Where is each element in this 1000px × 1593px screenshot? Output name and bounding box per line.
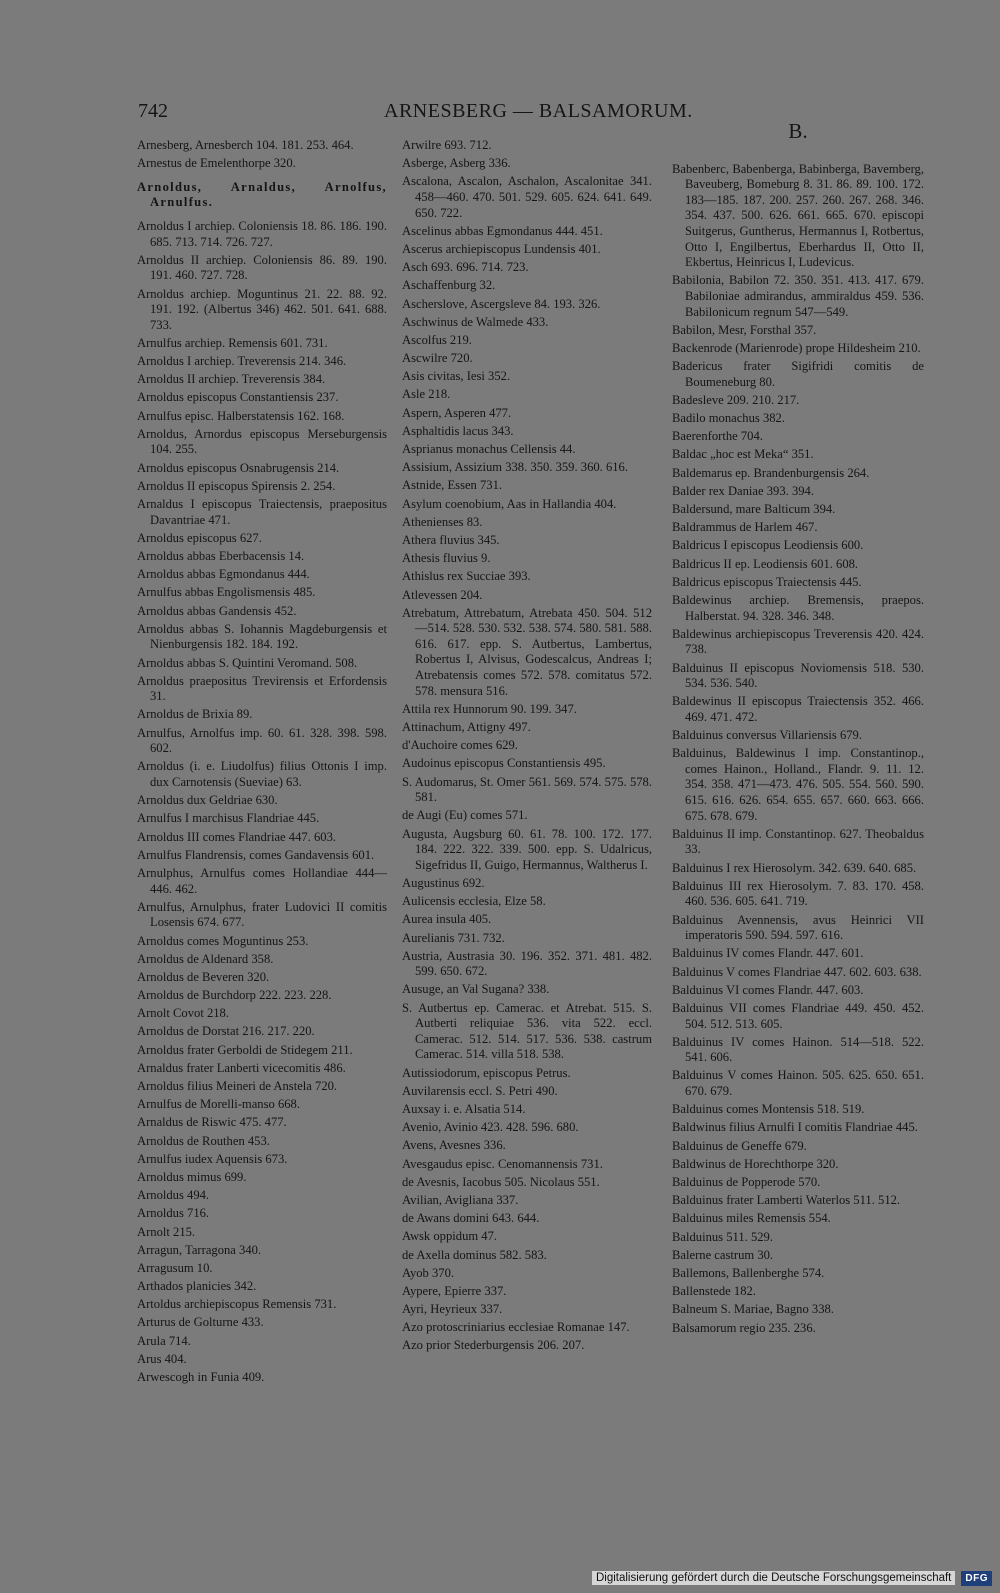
index-entry: Babilon, Mesr, Forsthal 357. bbox=[672, 322, 817, 337]
index-entry: Ascherslove, Ascergsleve 84. 193. 326. bbox=[402, 296, 601, 311]
index-column-3 bbox=[672, 119, 924, 1339]
index-entry: Arwilre 693. 712. bbox=[402, 138, 492, 152]
index-entry: Balerne castrum 30. bbox=[672, 1247, 774, 1262]
index-entry: Artoldus archiepiscopus Remensis 731. bbox=[137, 1297, 337, 1312]
index-entry: Arturus de Golturne 433. bbox=[137, 1315, 264, 1330]
index-entry: Aulicensis ecclesia, Elze 58. bbox=[402, 894, 546, 909]
index-entry: Arnoldus filius Meineri de Anstela 720. bbox=[137, 1079, 338, 1094]
index-entry: Balduinus de Geneffe 679. bbox=[672, 1138, 807, 1153]
index-entry: Balduinus V comes Hainon. 505. 625. 650. 651. 670. 679. bbox=[672, 1068, 924, 1099]
index-entry: Baldricus II ep. Leodiensis 601. 608. bbox=[672, 556, 859, 571]
index-entry: Avesgaudus episc. Cenomannensis 731. bbox=[402, 1156, 603, 1171]
index-entry: Arnoldus I archiep. Coloniensis 18. 86. 186. 190. 685. 713. 714. 726. 727. bbox=[137, 218, 387, 249]
index-entry: Balduinus miles Remensis 554. bbox=[672, 1211, 831, 1226]
index-entry: Arnestus de Emelenthorpe 320. bbox=[137, 156, 296, 171]
index-entry: Arnulfus de Morelli-manso 668. bbox=[137, 1097, 300, 1112]
index-entry: Arnoldus 716. bbox=[137, 1206, 210, 1221]
index-entry: Asis civitas, Iesi 352. bbox=[402, 369, 511, 384]
index-entry: Arnulfus I marchisus Flandriae 445. bbox=[137, 811, 320, 826]
index-entry: Baldwinus filius Arnulfi I comitis Flandriae 445. bbox=[672, 1120, 918, 1135]
index-entry: Balduinus III rex Hierosolym. 7. 83. 170. 458. 460. 536. 605. 641. 719. bbox=[672, 878, 924, 909]
index-entry: Balduinus II episcopus Noviomensis 518. 530. 534. 536. 540. bbox=[672, 660, 924, 691]
index-entry: Arnoldus abbas Gandensis 452. bbox=[137, 603, 297, 618]
index-entry: Arnulfus, Arnulphus, frater Ludovici II comitis Losensis 674. 677. bbox=[137, 899, 387, 930]
index-entry: Ascolfus 219. bbox=[402, 332, 472, 347]
index-entry: Baldwinus de Horechthorpe 320. bbox=[672, 1156, 839, 1171]
index-entry: Aschaffenburg 32. bbox=[402, 278, 496, 293]
index-entry: Arnoldus de Routhen 453. bbox=[137, 1133, 270, 1148]
index-entry: Balsamorum regio 235. 236. bbox=[672, 1320, 816, 1335]
index-entry: Arnoldus II archiep. Coloniensis 86. 89. 190. 191. 460. 727. 728. bbox=[137, 252, 387, 283]
index-entry: Arnoldus episcopus Osnabrugensis 214. bbox=[137, 460, 340, 475]
index-entry: Awsk oppidum 47. bbox=[402, 1229, 498, 1244]
index-entry: Balduinus V comes Flandriae 447. 602. 603. 638. bbox=[672, 964, 922, 979]
index-entry: Arnoldus praepositus Trevirensis et Erfordensis 31. bbox=[137, 673, 387, 704]
index-entry: Arnulfus episc. Halberstatensis 162. 168. bbox=[137, 408, 345, 423]
index-column-2 bbox=[402, 138, 652, 1357]
index-entry: Attinachum, Attigny 497. bbox=[402, 720, 531, 735]
index-entry: Babilonia, Babilon 72. 350. 351. 413. 417. 679. Babiloniae admirandus, ammiraldus 459. 536. Babilonicum regnum 547—549. bbox=[672, 273, 924, 319]
index-entry: Asprianus monachus Cellensis 44. bbox=[402, 442, 576, 456]
index-entry: Atlevessen 204. bbox=[402, 587, 483, 602]
index-entry: Arnaldus I episcopus Traiectensis, praepositus Davantriae 471. bbox=[137, 497, 387, 527]
index-entry: Arnolt Covot 218. bbox=[137, 1006, 230, 1021]
index-entry: Balduinus conversus Villariensis 679. bbox=[672, 728, 863, 743]
index-entry: Arnulfus iudex Aquensis 673. bbox=[137, 1151, 288, 1166]
index-entry: Asylum coenobium, Aas in Hallandia 404. bbox=[402, 496, 617, 511]
dfg-logo-icon: DFG bbox=[961, 1571, 992, 1586]
index-entry: Aypere, Epierre 337. bbox=[402, 1283, 507, 1298]
index-entry: Arnoldus I archiep. Treverensis 214. 346. bbox=[137, 354, 347, 369]
index-entry: de Axella dominus 582. 583. bbox=[402, 1247, 547, 1262]
index-entry: Arnoldus, Arnaldus, Arnolfus, Arnulfus. bbox=[137, 179, 387, 210]
index-entry: Auvilarensis eccl. S. Petri 490. bbox=[402, 1083, 558, 1098]
index-entry: Avenio, Avinio 423. 428. 596. 680. bbox=[402, 1120, 579, 1135]
index-entry: Aschwinus de Walmede 433. bbox=[402, 314, 549, 329]
index-entry: Arus 404. bbox=[137, 1351, 187, 1366]
index-entry: Arnoldus archiep. Moguntinus 21. 22. 88. 92. 191. 192. (Albertus 346) 462. 501. 641. 688. 733. bbox=[137, 286, 387, 332]
index-entry: Avilian, Avigliana 337. bbox=[402, 1192, 519, 1207]
index-entry: Baldricus episcopus Traiectensis 445. bbox=[672, 574, 862, 589]
index-entry: Attila rex Hunnorum 90. 199. 347. bbox=[402, 701, 577, 716]
index-entry: Arnoldus frater Gerboldi de Stidegem 211. bbox=[137, 1042, 353, 1057]
index-entry: Azo prior Stederburgensis 206. 207. bbox=[402, 1338, 585, 1353]
index-entry: Arula 714. bbox=[137, 1333, 191, 1348]
index-entry: Babenberc, Babenberga, Babinberga, Bavemberg, Baveuberg, Bomeburg 8. 31. 86. 89. 100. 172. 183—185. 187. 200. 257. 260. 267. 268. 346. 354. 437. 500. 626. 661. 665. 670. episcopi Suitgerus, Guntherus, Hermannus I, Rotbertus, Otto I, Engilbertus, Eberhardus II, Otto II, Ekbertus, Heinricus I, Ludevicus. bbox=[672, 161, 924, 270]
index-entry: de Augi (Eu) comes 571. bbox=[402, 808, 528, 823]
section-letter: B. bbox=[788, 119, 808, 143]
index-entry: Athislus rex Succiae 393. bbox=[402, 569, 531, 584]
index-entry: Arnaldus de Riswic 475. 477. bbox=[137, 1115, 287, 1130]
index-entry: Arnoldus abbas Eberbacensis 14. bbox=[137, 548, 305, 563]
index-entry: Arnoldus episcopus Constantiensis 237. bbox=[137, 390, 339, 405]
index-entry: Ascerus archiepiscopus Lundensis 401. bbox=[402, 241, 601, 256]
index-entry: Baldewinus II episcopus Traiectensis 352. 466. 469. 471. 472. bbox=[672, 694, 924, 724]
index-entry: Balduinus VII comes Flandriae 449. 450. 452. 504. 512. 513. 605. bbox=[672, 1000, 924, 1031]
index-entry: Arnoldus de Brixia 89. bbox=[137, 707, 253, 722]
index-entry: Arnulfus Flandrensis, comes Gandavensis 601. bbox=[137, 847, 375, 862]
index-entry: Arragusum 10. bbox=[137, 1260, 213, 1275]
index-entry: S. Audomarus, St. Omer 561. 569. 574. 575. 578. 581. bbox=[402, 774, 652, 805]
index-entry: Arnulfus archiep. Remensis 601. 731. bbox=[137, 335, 328, 350]
index-entry: Arnoldus mimus 699. bbox=[137, 1169, 247, 1184]
footer bbox=[592, 1569, 992, 1587]
index-entry: Azo protoscriniarius ecclesiae Romanae 147. bbox=[402, 1320, 630, 1335]
footer-credit: Digitalisierung gefördert durch die Deutsche Forschungsgemeinschaft bbox=[592, 1571, 955, 1585]
index-entry: Autissiodorum, episcopus Petrus. bbox=[402, 1065, 571, 1080]
index-entry: de Awans domini 643. 644. bbox=[402, 1211, 540, 1226]
index-entry: Ascalona, Ascalon, Aschalon, Ascalonitae 341. 458—460. 470. 501. 529. 605. 624. 641. 649. 650. 722. bbox=[402, 174, 652, 220]
index-entry: Arnoldus 494. bbox=[137, 1188, 210, 1203]
index-entry: Arnoldus abbas S. Iohannis Magdeburgensis et Nienburgensis 182. 184. 192. bbox=[137, 621, 387, 652]
index-entry: Aurea insula 405. bbox=[402, 912, 492, 927]
index-entry: de Avesnis, Iacobus 505. Nicolaus 551. bbox=[402, 1174, 600, 1189]
index-entry: Arnoldus III comes Flandriae 447. 603. bbox=[137, 829, 337, 844]
index-entry: Assisium, Assizium 338. 350. 359. 360. 616. bbox=[402, 460, 629, 475]
index-entry: Balneum S. Mariae, Bagno 338. bbox=[672, 1302, 834, 1317]
index-entry: Ayob 370. bbox=[402, 1265, 455, 1280]
index-entry: Baerenforthe 704. bbox=[672, 429, 763, 444]
index-entry: Arnoldus II archiep. Treverensis 384. bbox=[137, 372, 326, 387]
index-entry: Arnoldus de Aldenard 358. bbox=[137, 951, 274, 966]
index-entry: Asphaltidis lacus 343. bbox=[402, 423, 514, 438]
index-entry: Baldricus I episcopus Leodiensis 600. bbox=[672, 538, 864, 553]
index-entry: Arnoldus de Beveren 320. bbox=[137, 969, 270, 984]
index-entry: Asberge, Asberg 336. bbox=[402, 156, 511, 171]
index-entry: Arnoldus de Dorstat 216. 217. 220. bbox=[137, 1024, 315, 1039]
index-entry: Balduinus I rex Hierosolym. 342. 639. 640. 685. bbox=[672, 860, 917, 875]
index-entry: Astnide, Essen 731. bbox=[402, 478, 503, 493]
index-entry: Ausuge, an Val Sugana? 338. bbox=[402, 982, 550, 997]
index-entry: Baldewinus archiepiscopus Treverensis 420. 424. 738. bbox=[672, 626, 924, 657]
index-entry: Auxsay i. e. Alsatia 514. bbox=[402, 1102, 526, 1116]
index-entry: Balduinus comes Montensis 518. 519. bbox=[672, 1102, 865, 1117]
index-entry: Baldewinus archiep. Bremensis, praepos. Halberstat. 94. 328. 346. 348. bbox=[672, 592, 924, 623]
index-entry: Backenrode (Marienrode) prope Hildesheim 210. bbox=[672, 340, 921, 355]
index-entry: Arthados planicies 342. bbox=[137, 1279, 257, 1294]
index-entry: Aspern, Asperen 477. bbox=[402, 405, 512, 420]
index-entry: Arnulfus abbas Engolismensis 485. bbox=[137, 585, 316, 600]
index-entry: Balduinus frater Lamberti Waterlos 511. 512. bbox=[672, 1193, 901, 1208]
index-entry: Balduinus, Baldewinus I imp. Constantinop., comes Hainon., Holland., Flandr. 9. 11. 12. 354. 358. 471—473. 476. 505. 554. 560. 590. 615. 616. 626. 654. 655. 657. 660. 663. 666. 675. 678. 679. bbox=[672, 746, 924, 823]
index-entry: Asch 693. 696. 714. 723. bbox=[402, 260, 529, 275]
index-entry: Austria, Austrasia 30. 196. 352. 371. 481. 482. 599. 650. 672. bbox=[402, 948, 652, 979]
index-entry: Avens, Avesnes 336. bbox=[402, 1138, 506, 1153]
index-entry: Balder rex Daniae 393. 394. bbox=[672, 483, 814, 498]
index-entry: Arnoldus episcopus 627. bbox=[137, 530, 262, 545]
index-entry: Atrebatum, Attrebatum, Atrebata 450. 504. 512—514. 528. 530. 532. 538. 574. 580. 581. 588. 616. 617. epp. S. Autbertus, Lambertus, Robertus I, Alvisus, Godescalcus, Andreas I; Atrebatensis comes 572. 578. comitatus 572. 578. mensura 516. bbox=[402, 605, 652, 698]
index-entry: Arnoldus de Burchdorp 222. 223. 228. bbox=[137, 988, 332, 1003]
index-entry: Ascelinus abbas Egmondanus 444. 451. bbox=[402, 223, 603, 238]
index-entry: Asle 218. bbox=[402, 387, 451, 402]
index-entry: Baldrammus de Harlem 467. bbox=[672, 520, 818, 535]
index-entry: S. Autbertus ep. Camerac. et Atrebat. 515. S. Autberti reliquiae 536. vita 522. eccl. Camerac. 512. 514. 517. 536. 538. castrum Camerac. 514. villa 518. 538. bbox=[402, 1000, 652, 1062]
index-entry: Balduinus 511. 529. bbox=[672, 1229, 773, 1244]
index-entry: Arnolt 215. bbox=[137, 1224, 196, 1239]
index-entry: Aurelianis 731. 732. bbox=[402, 930, 505, 945]
index-entry: Arnoldus abbas Egmondanus 444. bbox=[137, 567, 310, 582]
index-entry: Arnoldus, Arnordus episcopus Merseburgensis 104. 255. bbox=[137, 426, 387, 457]
index-entry: Balduinus VI comes Flandr. 447. 603. bbox=[672, 982, 864, 997]
index-entry: Badericus frater Sigifridi comitis de Boumeneburg 80. bbox=[672, 359, 924, 389]
index-entry: Ballemons, Ballenberghe 574. bbox=[672, 1265, 825, 1280]
index-entry: Arragun, Tarragona 340. bbox=[137, 1242, 262, 1257]
index-entry: Balduinus IV comes Flandr. 447. 601. bbox=[672, 946, 864, 961]
index-entry: Arnesberg, Arnesberch 104. 181. 253. 464. bbox=[137, 138, 354, 152]
index-entry: Arwescogh in Funia 409. bbox=[137, 1370, 265, 1385]
index-entry: Arnoldus dux Geldriae 630. bbox=[137, 793, 278, 808]
index-entry: Audoinus episcopus Constantiensis 495. bbox=[402, 756, 606, 771]
index-entry: Augustinus 692. bbox=[402, 875, 485, 890]
index-entry: Baldersund, mare Balticum 394. bbox=[672, 502, 836, 516]
index-entry: Athenienses 83. bbox=[402, 514, 483, 529]
index-entry: Balduinus Avennensis, avus Heinrici VII imperatoris 590. 594. 597. 616. bbox=[672, 912, 924, 943]
page-number: 742 bbox=[138, 100, 168, 122]
index-entry: Badilo monachus 382. bbox=[672, 411, 785, 426]
index-entry: Arnoldus II episcopus Spirensis 2. 254. bbox=[137, 478, 336, 493]
index-entry: Baldemarus ep. Brandenburgensis 264. bbox=[672, 465, 870, 480]
index-entry: Baldac „hoc est Meka“ 351. bbox=[672, 447, 814, 462]
index-entry: Ballenstede 182. bbox=[672, 1284, 756, 1299]
index-entry: Ayri, Heyrieux 337. bbox=[402, 1302, 503, 1317]
index-entry: Badesleve 209. 210. 217. bbox=[672, 392, 800, 407]
index-entry: Arnulfus, Arnolfus imp. 60. 61. 328. 398. 598. 602. bbox=[137, 725, 387, 756]
index-entry: Balduinus IV comes Hainon. 514—518. 522. 541. 606. bbox=[672, 1034, 924, 1065]
index-entry: Athesis fluvius 9. bbox=[402, 551, 491, 566]
index-entry: Arnulphus, Arnulfus comes Hollandiae 444—446. 462. bbox=[137, 865, 387, 896]
index-entry: Arnoldus abbas S. Quintini Veromand. 508. bbox=[137, 655, 358, 670]
index-entry: Balduinus II imp. Constantinop. 627. Theobaldus 33. bbox=[672, 826, 924, 857]
index-entry: Arnaldus frater Lanberti vicecomitis 486. bbox=[137, 1060, 346, 1075]
index-entry: Ascwilre 720. bbox=[402, 351, 473, 366]
index-entry: Arnoldus (i. e. Liudolfus) filius Ottonis I imp. dux Carnotensis (Sueviae) 63. bbox=[137, 759, 387, 790]
index-entry: Balduinus de Popperode 570. bbox=[672, 1175, 821, 1189]
index-entry: Arnoldus comes Moguntinus 253. bbox=[137, 933, 309, 948]
index-entry: Augusta, Augsburg 60. 61. 78. 100. 172. 177. 184. 222. 322. 339. 500. epp. S. Udalricus, Sigefridus II, Guigo, Hermannus, Waltherus I. bbox=[402, 826, 652, 872]
index-column-1 bbox=[137, 138, 387, 1388]
index-entry: Athera fluvius 345. bbox=[402, 532, 500, 547]
running-head: ARNESBERG — BALSAMORUM. bbox=[384, 100, 693, 122]
index-entry: d'Auchoire comes 629. bbox=[402, 738, 518, 753]
